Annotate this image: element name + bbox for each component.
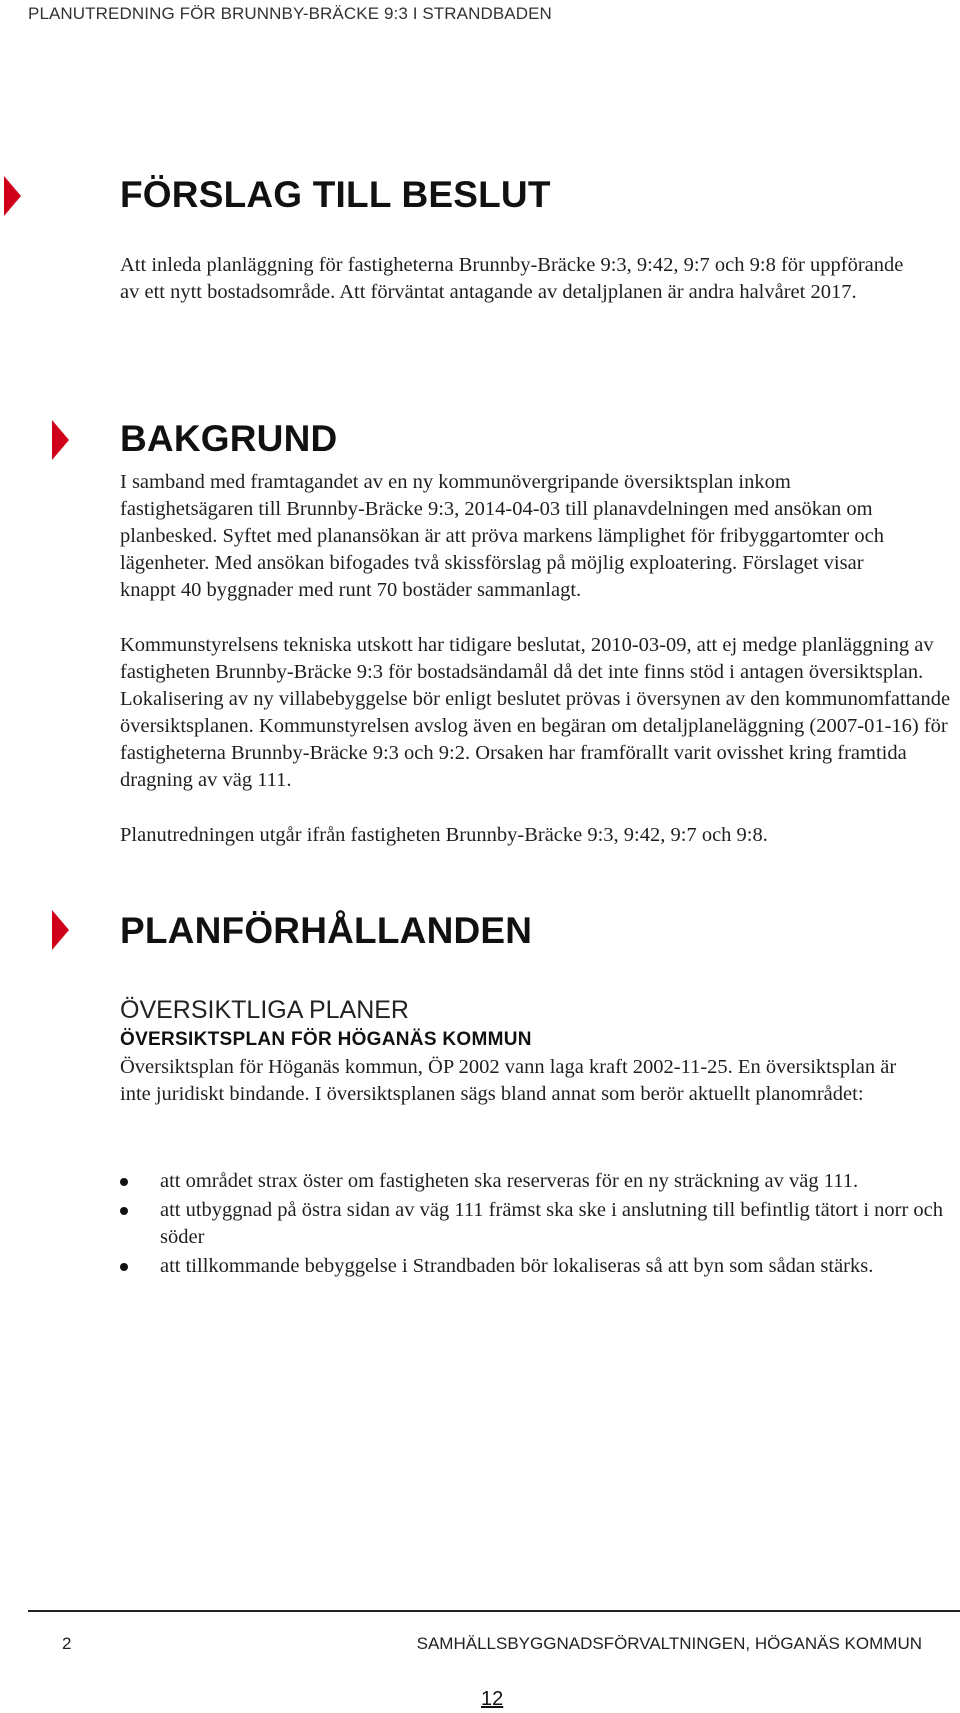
section-heading-bakgrund: BAKGRUND [120, 418, 338, 459]
bullet-icon [120, 1263, 128, 1271]
list-item-text: att området strax öster om fastigheten ska reserveras för en ny sträckning av väg 111. [160, 1170, 859, 1192]
footer-organization: SAMHÄLLSBYGGNADSFÖRVALTNINGEN, HÖGANÄS KOMMUN [416, 1634, 922, 1653]
paragraph-bakgrund-2: Kommunstyrelsens tekniska utskott har tidigare beslutat, 2010-03-09, att ej medge planläggning av fastigheten Brunnby-Bräcke 9:3 för bostadsändamål då det inte finns stöd i antagen översiktsplan. Lokalisering av ny villabebyggelse bör enligt beslutet prövas i översynen av den kommunomfattande översiktsplanen. Kommunstyrelsen avslog även en begäran om detaljplaneläggning (2007-01-16) för fastigheterna Brunnby-Bräcke 9:3 och 9:2. Orsaken har framförallt varit ovisshet kring framtida dragning av väg 111. [120, 634, 951, 791]
footer-divider [28, 1610, 960, 1612]
section-marker-icon [4, 176, 21, 216]
list-item [120, 1253, 960, 1280]
bullet-icon [120, 1207, 128, 1215]
list-item-text: att tillkommande bebyggelse i Strandbaden bör lokaliseras så att byn som sådan stärks. [160, 1255, 874, 1277]
bullet-list [120, 1168, 960, 1282]
section-marker-icon [52, 910, 69, 950]
bullet-icon [120, 1178, 128, 1186]
paragraph-forslag: Att inleda planläggning för fastigheterna Brunnby-Bräcke 9:3, 9:42, 9:7 och 9:8 för uppförande av ett nytt bostadsområde. Att förväntat antagande av detaljplanen är andra halvåret 2017. [120, 254, 904, 303]
paragraph-oversiktsplan: Översiktsplan för Höganäs kommun, ÖP 2002 vann laga kraft 2002-11-25. En översiktsplan är inte juridiskt bindande. I översiktsplanen sägs bland annat som berör aktuellt planområdet: [120, 1056, 897, 1105]
subheading-oversiktliga-planer: ÖVERSIKTLIGA PLANER [120, 996, 409, 1024]
list-item [120, 1168, 960, 1195]
running-header: PLANUTREDNING FÖR BRUNNBY-BRÄCKE 9:3 I STRANDBADEN [28, 4, 552, 23]
list-item [120, 1197, 960, 1251]
section-heading-forslag: FÖRSLAG TILL BESLUT [120, 174, 551, 215]
subsubheading-oversiktsplan: ÖVERSIKTSPLAN FÖR HÖGANÄS KOMMUN [120, 1029, 532, 1050]
section-heading-planforhallanden: PLANFÖRHÅLLANDEN [120, 910, 533, 951]
list-item-text: att utbyggnad på östra sidan av väg 111 främst ska ske i anslutning till befintlig tätort i norr och söder [160, 1199, 944, 1248]
page-stamp: 12 [481, 1688, 504, 1710]
section-marker-icon [52, 420, 69, 460]
paragraph-bakgrund-3: Planutredningen utgår ifrån fastigheten Brunnby-Bräcke 9:3, 9:42, 9:7 och 9:8. [120, 824, 768, 846]
paragraph-bakgrund-1: I samband med framtagandet av en ny kommunövergripande översiktsplan inkom fastighetsägaren till Brunnby-Bräcke 9:3, 2014-04-03 till planavdelningen med ansökan om planbesked. Syftet med planansökan är att pröva markens lämplighet för fribyggartomter och lägenheter. Med ansökan bifogades två skissförslag på möjlig exploatering. Förslaget visar knappt 40 byggnader med runt 70 bostäder sammanlagt. [120, 471, 884, 601]
footer-page-number: 2 [62, 1634, 72, 1653]
